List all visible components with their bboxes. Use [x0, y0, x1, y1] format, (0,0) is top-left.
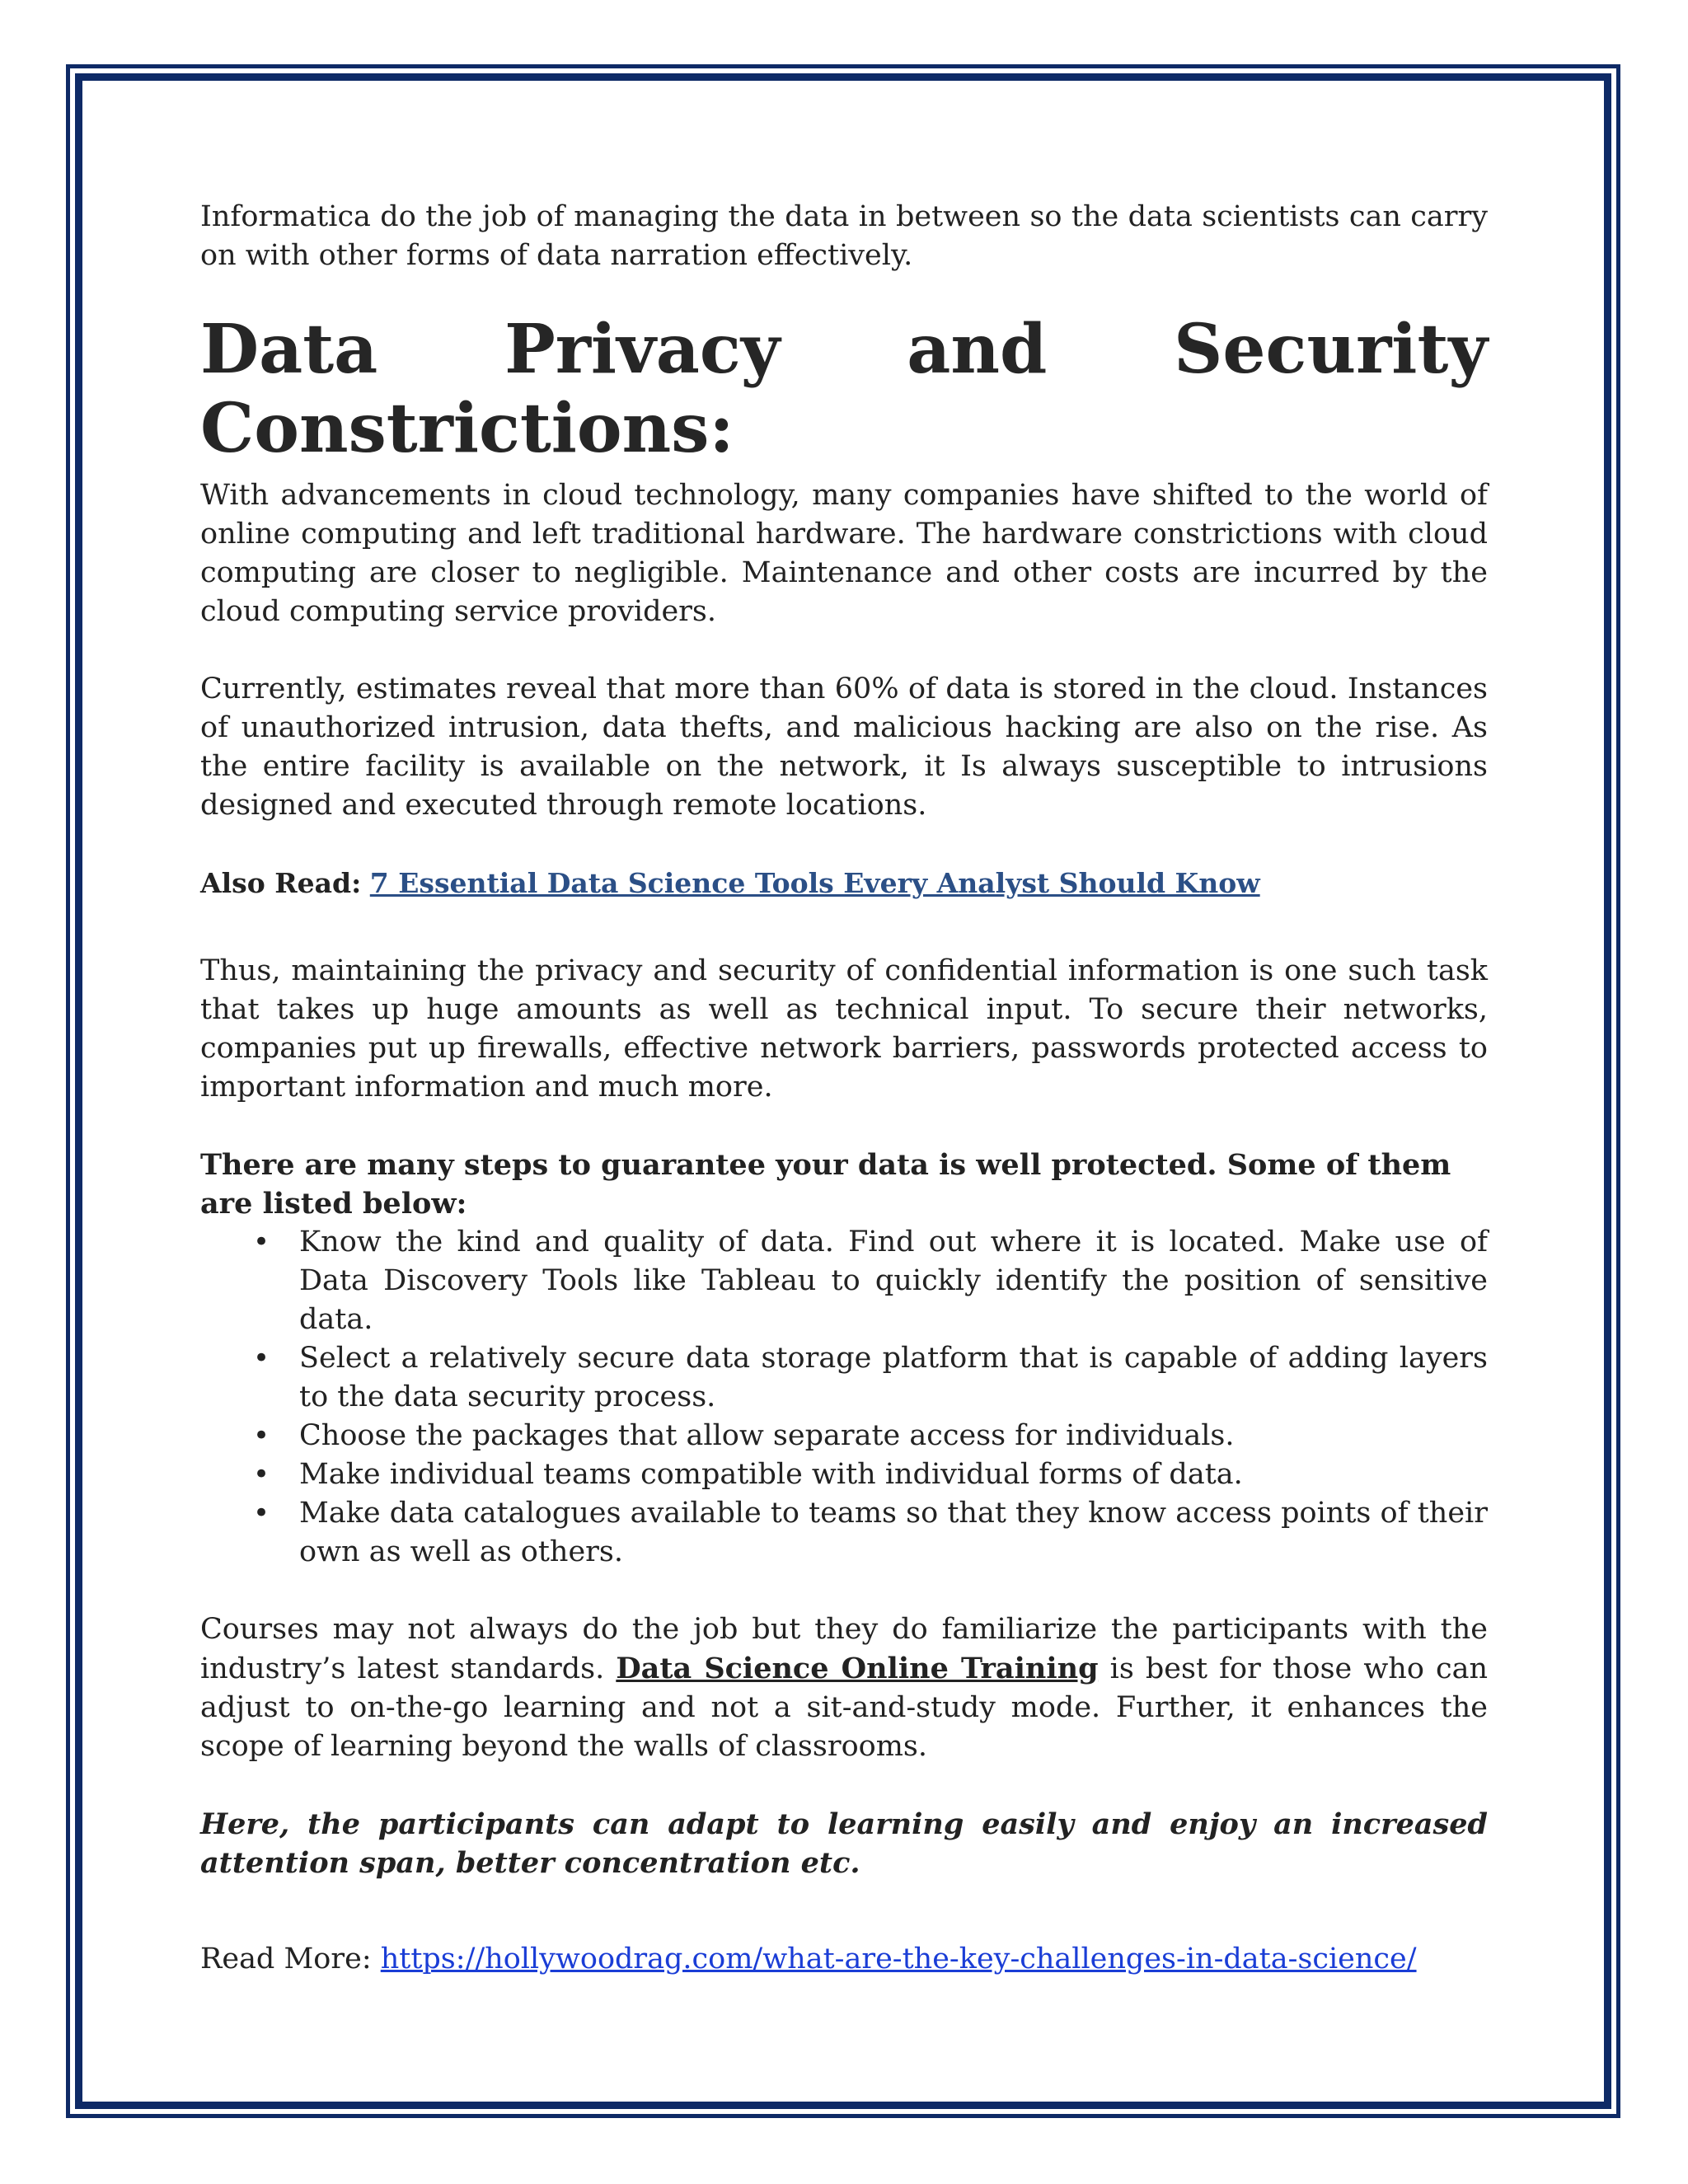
- heading-word: Data: [200, 310, 378, 389]
- section-heading: [200, 310, 1488, 468]
- also-read: [200, 864, 1488, 902]
- steps-list: [200, 1223, 1488, 1572]
- cloud-paragraph: With advancements in cloud technology, many companies have shifted to the world of online computing and left traditional hardware. The hardware constrictions with cloud computing are closer to negligible. Maintenance and other costs are incurred by the cloud computing service providers.: [200, 479, 1488, 628]
- heading-word: Privacy: [504, 310, 781, 389]
- read-more: [200, 1940, 1488, 1979]
- document-body: [200, 198, 1488, 1979]
- bullet-icon: •: [253, 1342, 270, 1375]
- estimates-paragraph: Currently, estimates reveal that more than 60% of data is stored in the cloud. Instances of unauthorized intrusion, data thefts, and malicious hacking are also on the rise. As the entire facility is available on the network, it Is always susceptible to intrusions designed and executed through remote locations.: [200, 673, 1488, 822]
- list-item: • Know the kind and quality of data. Find out where it is located. Make use of Data Discovery Tools like Tableau to quickly identify the position of sensitive data.: [200, 1223, 1488, 1339]
- heading-word: Security: [1174, 310, 1488, 389]
- also-read-link[interactable]: 7 Essential Data Science Tools Every Analyst Should Know: [369, 867, 1260, 899]
- read-more-label: Read More:: [200, 1943, 381, 1975]
- bullet-icon: •: [253, 1458, 270, 1491]
- intro-paragraph: Informatica do the job of managing the data in between so the data scientists can carry on with other forms of data narration effectively.: [200, 200, 1488, 272]
- heading-line-1: [200, 310, 1488, 389]
- list-item: • Make data catalogues available to teams so that they know access points of their own as well as others.: [200, 1494, 1488, 1572]
- courses-paragraph: Courses may not always do the job but they do familiarize the participants with the industry’s latest standards. Data Science Online Training is best for those who can adjust to on-the-go learning and not a sit-and-study mode. Further, it enhances the scope of learning beyond the walls of classrooms.: [200, 1613, 1488, 1763]
- bullet-icon: •: [253, 1226, 270, 1258]
- read-more-link[interactable]: https://hollywoodrag.com/what-are-the-key-challenges-in-data-science/: [380, 1943, 1417, 1975]
- list-item: • Choose the packages that allow separate access for individuals.: [200, 1417, 1488, 1455]
- list-item: • Make individual teams compatible with individual forms of data.: [200, 1455, 1488, 1494]
- training-link[interactable]: Data Science Online Training: [616, 1652, 1099, 1685]
- bullet-icon: •: [253, 1419, 270, 1452]
- bullet-icon: •: [253, 1497, 270, 1530]
- heading-line-2: Constrictions:: [200, 389, 734, 468]
- steps-intro: There are many steps to guarantee your data is well protected. Some of them are listed below:: [200, 1148, 1451, 1221]
- also-read-label: Also Read:: [200, 867, 362, 899]
- heading-word: and: [907, 310, 1048, 389]
- emphasis-paragraph: Here, the participants can adapt to learning easily and enjoy an increased attention span, better concentration etc.: [200, 1807, 1488, 1880]
- privacy-paragraph: Thus, maintaining the privacy and security of confidential information is one such task that takes up huge amounts as well as technical input. To secure their networks, companies put up firewalls, effective network barriers, passwords protected access to important information and much more.: [200, 954, 1488, 1104]
- list-item: • Select a relatively secure data storage platform that is capable of adding layers to the data security process.: [200, 1339, 1488, 1417]
